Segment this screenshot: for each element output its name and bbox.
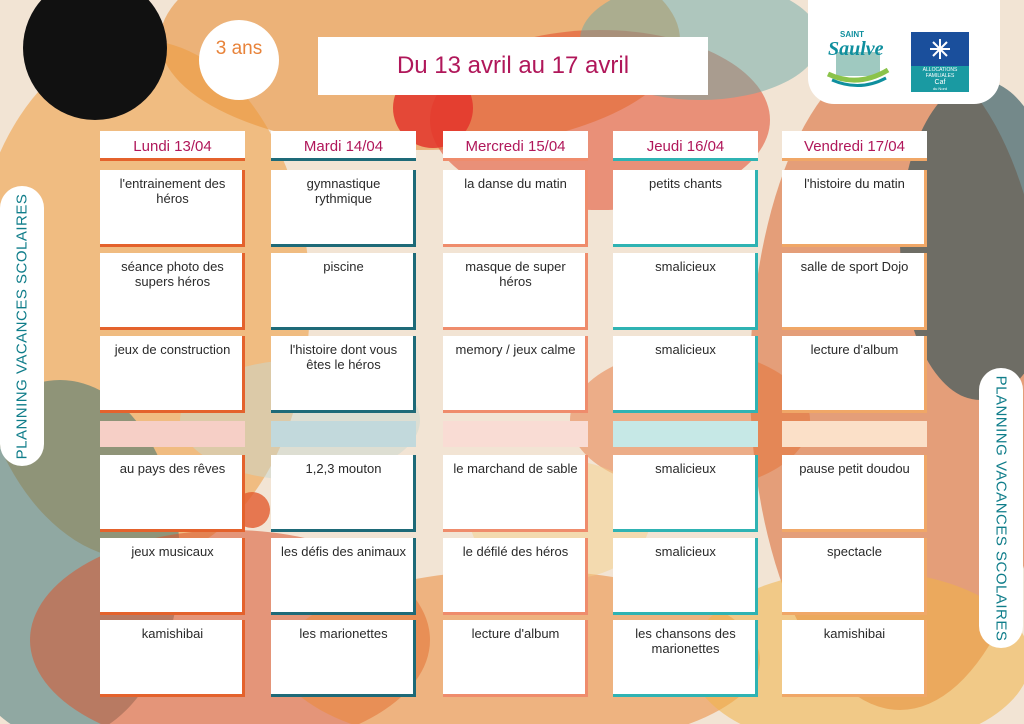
- cell-side-bar: [413, 253, 416, 330]
- activity-text: petits chants: [649, 176, 722, 191]
- cell-underline: [782, 327, 927, 330]
- cell-underline: [782, 244, 927, 247]
- cell-side-bar: [242, 253, 245, 330]
- cell-underline: [443, 410, 588, 413]
- activity-cell: [613, 336, 758, 413]
- activity-text: jeux musicaux: [131, 544, 214, 559]
- day-header-underline: [100, 158, 245, 161]
- activity-text: memory / jeux calme: [455, 342, 576, 357]
- cell-side-bar: [924, 253, 927, 330]
- day-header: [271, 131, 416, 161]
- activity-cell: [443, 253, 588, 330]
- activity-cell: [782, 170, 927, 247]
- day-header-label: Lundi 13/04: [133, 137, 212, 155]
- activity-cell: [271, 170, 416, 247]
- cell-underline: [100, 244, 245, 247]
- activity-text: le défilé des héros: [462, 544, 569, 559]
- activity-text: kamishibai: [141, 626, 204, 641]
- day-header: [782, 131, 927, 161]
- cell-side-bar: [413, 170, 416, 247]
- side-label-left: [0, 186, 44, 466]
- activity-cell: [613, 170, 758, 247]
- saulve-name-text: Saulve: [828, 38, 884, 60]
- cell-side-bar: [242, 538, 245, 615]
- caf-text-block: [911, 66, 969, 92]
- activity-text: l'histoire dont vous êtes le héros: [289, 342, 398, 372]
- cell-underline: [100, 612, 245, 615]
- activity-text: la danse du matin: [464, 176, 567, 191]
- day-header-label: Vendredi 17/04: [804, 137, 905, 155]
- activity-text: spectacle: [827, 544, 882, 559]
- cell-underline: [271, 529, 416, 532]
- activity-text: les défis des animaux: [280, 544, 406, 559]
- activity-text: jeux de construction: [114, 342, 231, 357]
- cell-side-bar: [585, 336, 588, 413]
- cell-underline: [613, 327, 758, 330]
- activity-cell: [100, 538, 245, 615]
- caf-line1: ALLOCATIONS: [922, 67, 958, 73]
- activity-text: l'entrainement des héros: [119, 176, 226, 206]
- cell-underline: [100, 327, 245, 330]
- cell-underline: [782, 694, 927, 697]
- activity-text: lecture d'album: [810, 342, 899, 357]
- activity-cell: [443, 455, 588, 532]
- caf-emblem: [911, 32, 969, 66]
- activity-text: smalicieux: [655, 461, 716, 476]
- cell-underline: [782, 529, 927, 532]
- cell-underline: [271, 410, 416, 413]
- cell-underline: [100, 410, 245, 413]
- activity-text: 1,2,3 mouton: [305, 461, 382, 476]
- cell-underline: [782, 612, 927, 615]
- saulve-top-text: SAINT: [840, 30, 864, 39]
- cell-side-bar: [755, 170, 758, 247]
- cell-underline: [613, 410, 758, 413]
- activity-cell: [271, 620, 416, 697]
- cell-side-bar: [242, 170, 245, 247]
- cell-side-bar: [585, 253, 588, 330]
- cell-side-bar: [585, 620, 588, 697]
- age-label: 3 ans: [215, 38, 263, 59]
- cell-side-bar: [755, 455, 758, 532]
- lunch-break-band: [782, 421, 927, 447]
- activity-text: kamishibai: [823, 626, 886, 641]
- activity-cell: [271, 538, 416, 615]
- activity-text: pause petit doudou: [799, 461, 910, 476]
- cell-underline: [443, 529, 588, 532]
- cell-underline: [443, 244, 588, 247]
- activity-text: smalicieux: [655, 342, 716, 357]
- activity-text: le marchand de sable: [453, 461, 578, 476]
- cell-side-bar: [242, 455, 245, 532]
- activity-cell: [613, 455, 758, 532]
- day-header: [443, 131, 588, 161]
- activity-text: masque de super héros: [465, 259, 566, 289]
- caf-logo: [911, 32, 969, 92]
- day-header: [613, 131, 758, 161]
- activity-cell: [271, 336, 416, 413]
- activity-cell: [782, 336, 927, 413]
- day-header-label: Mercredi 15/04: [465, 137, 566, 155]
- page-title: Du 13 avril au 17 avril: [318, 37, 708, 95]
- cell-side-bar: [924, 538, 927, 615]
- cell-underline: [443, 694, 588, 697]
- caf-line2: FAMILIALES: [925, 73, 955, 79]
- cell-underline: [271, 327, 416, 330]
- activity-text: smalicieux: [655, 259, 716, 274]
- cell-underline: [613, 612, 758, 615]
- activity-text: les chansons des marionettes: [635, 626, 736, 656]
- cell-side-bar: [585, 538, 588, 615]
- day-header-underline: [782, 158, 927, 161]
- cell-side-bar: [585, 170, 588, 247]
- activity-cell: [613, 620, 758, 697]
- lunch-break-band: [271, 421, 416, 447]
- cell-underline: [613, 529, 758, 532]
- activity-text: salle de sport Dojo: [800, 259, 909, 274]
- activity-cell: [782, 253, 927, 330]
- cell-side-bar: [413, 336, 416, 413]
- activity-text: séance photo des supers héros: [121, 259, 224, 289]
- snowflake-icon: [929, 38, 951, 60]
- day-header: [100, 131, 245, 161]
- cell-side-bar: [413, 455, 416, 532]
- saint-saulve-logo: [824, 26, 892, 88]
- cell-side-bar: [924, 170, 927, 247]
- day-header-label: Jeudi 16/04: [646, 137, 725, 155]
- cell-underline: [443, 327, 588, 330]
- activity-text: gymnastique rythmique: [306, 176, 381, 206]
- cell-underline: [613, 694, 758, 697]
- cell-side-bar: [585, 455, 588, 532]
- cell-underline: [100, 694, 245, 697]
- side-label-text-left: PLANNING VACANCES SCOLAIRES: [13, 193, 31, 459]
- side-label-text-right: PLANNING VACANCES SCOLAIRES: [992, 375, 1010, 641]
- activity-cell: [100, 620, 245, 697]
- day-header-underline: [613, 158, 758, 161]
- day-header-underline: [443, 158, 588, 161]
- lunch-break-band: [443, 421, 588, 447]
- cell-side-bar: [755, 620, 758, 697]
- activity-cell: [443, 538, 588, 615]
- activity-text: au pays des rêves: [119, 461, 226, 476]
- activity-text: lecture d'album: [471, 626, 560, 641]
- cell-side-bar: [755, 253, 758, 330]
- day-header-label: Mardi 14/04: [303, 137, 384, 155]
- cell-underline: [100, 529, 245, 532]
- caf-name: Caf: [934, 79, 946, 86]
- cell-side-bar: [413, 538, 416, 615]
- activity-cell: [100, 455, 245, 532]
- activity-cell: [613, 538, 758, 615]
- cell-underline: [271, 244, 416, 247]
- cell-side-bar: [924, 620, 927, 697]
- logos-panel: [808, 0, 1000, 104]
- cell-side-bar: [924, 336, 927, 413]
- cell-side-bar: [755, 538, 758, 615]
- caf-region: du Nord: [932, 86, 948, 91]
- cell-underline: [271, 694, 416, 697]
- activity-cell: [271, 253, 416, 330]
- age-badge: [199, 20, 279, 100]
- activity-cell: [443, 170, 588, 247]
- activity-text: piscine: [323, 259, 364, 274]
- activity-cell: [443, 336, 588, 413]
- activity-cell: [782, 538, 927, 615]
- cell-underline: [782, 410, 927, 413]
- side-label-right: [979, 368, 1023, 648]
- activity-cell: [100, 170, 245, 247]
- cell-underline: [271, 612, 416, 615]
- activity-text: smalicieux: [655, 544, 716, 559]
- activity-cell: [100, 253, 245, 330]
- cell-side-bar: [755, 336, 758, 413]
- activity-text: l'histoire du matin: [804, 176, 905, 191]
- cell-side-bar: [413, 620, 416, 697]
- activity-text: les marionettes: [299, 626, 388, 641]
- cell-side-bar: [242, 336, 245, 413]
- day-header-underline: [271, 158, 416, 161]
- cell-underline: [443, 612, 588, 615]
- activity-cell: [613, 253, 758, 330]
- activity-cell: [443, 620, 588, 697]
- lunch-break-band: [613, 421, 758, 447]
- cell-side-bar: [924, 455, 927, 532]
- activity-cell: [100, 336, 245, 413]
- activity-cell: [782, 620, 927, 697]
- activity-cell: [782, 455, 927, 532]
- lunch-break-band: [100, 421, 245, 447]
- cell-underline: [613, 244, 758, 247]
- cell-side-bar: [242, 620, 245, 697]
- activity-cell: [271, 455, 416, 532]
